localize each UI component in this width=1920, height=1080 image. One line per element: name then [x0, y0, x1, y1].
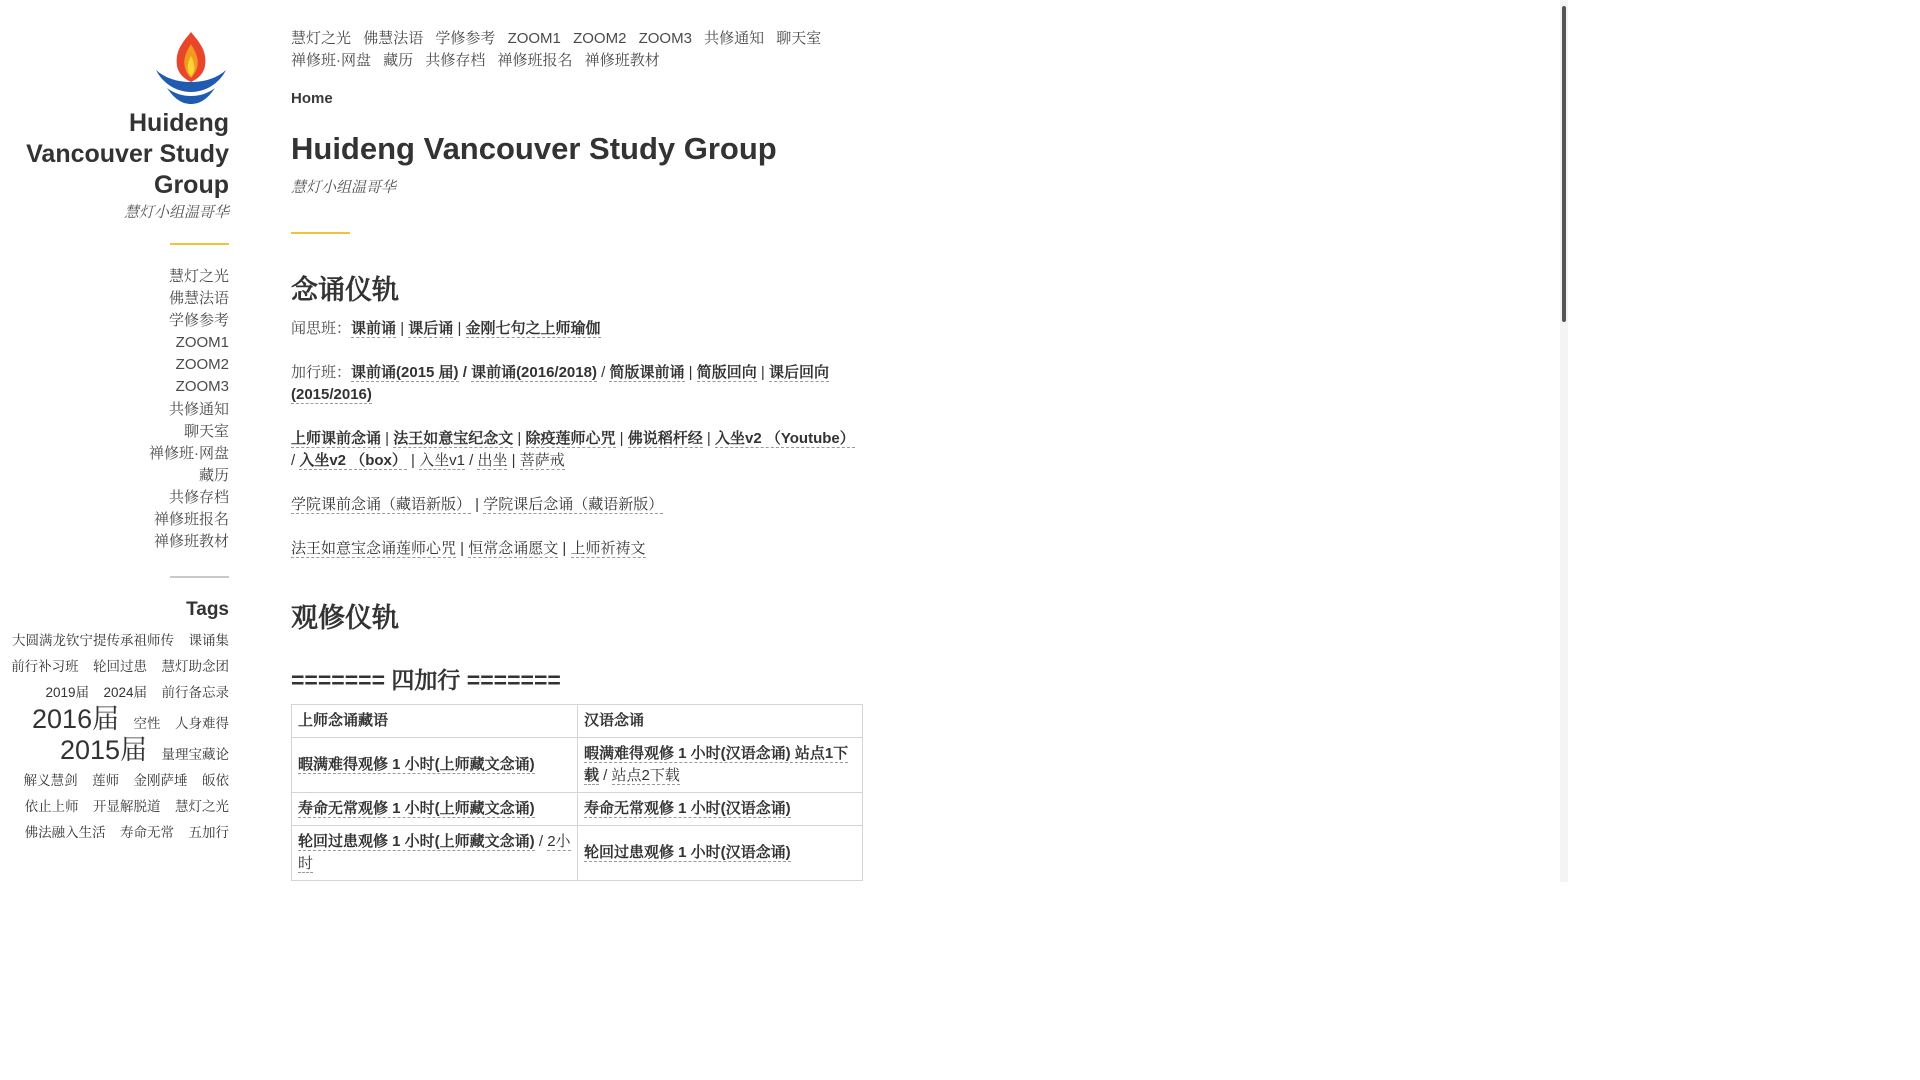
link-ruzuo-v2-youtube[interactable]: 入坐v2 （Youtube）	[715, 430, 855, 447]
table-header-row	[292, 705, 863, 738]
meditation-audio-table	[291, 704, 863, 881]
paragraph-prayers: 法王如意宝念诵莲师心咒 | 恒常念诵愿文 | 上师祈祷文	[291, 540, 646, 557]
sidebar-nav	[149, 266, 229, 553]
top-nav-item-chanxiuban-jiaocai[interactable]: 禅修班教材	[584, 52, 660, 70]
tag-link[interactable]: 慧灯助念团	[161, 659, 229, 674]
tag-link[interactable]: 人身难得	[175, 716, 229, 731]
breadcrumb-home[interactable]: Home	[291, 90, 333, 107]
sidebar-item-chanxiuban-wangpan[interactable]: 禅修班·网盘	[149, 444, 229, 462]
label-wensiban: 闻思班：	[291, 320, 352, 337]
tag-link[interactable]: 大圆满龙钦宁提传承祖师传	[12, 633, 175, 648]
link-lunhui-chinese[interactable]: 轮回过患观修 1 小时(汉语念诵)	[584, 844, 791, 861]
link-shouming-tibetan[interactable]: 寿命无常观修 1 小时(上师藏文念诵)	[298, 800, 535, 817]
accent-divider	[170, 243, 229, 245]
site-logo-lamp-icon[interactable]	[153, 30, 229, 106]
paragraph-xueyuan: 学院课前念诵（藏语新版） | 学院课后念诵（藏语新版）	[291, 496, 664, 513]
sidebar-item-huideng-zhiguang[interactable]: 慧灯之光	[168, 268, 229, 285]
top-nav-item-zangli[interactable]: 藏历	[383, 52, 414, 70]
tag-cloud	[0, 628, 229, 846]
link-ruzuo-v1[interactable]: 入坐v1	[419, 452, 465, 469]
sidebar-item-zoom1[interactable]: ZOOM1	[175, 334, 229, 352]
top-nav-item-chanxiuban-wangpan[interactable]: 禅修班·网盘	[291, 52, 371, 70]
table-cell	[292, 738, 578, 793]
table-row	[292, 738, 863, 793]
link-chuzuo[interactable]: 出坐	[477, 452, 508, 469]
page-subtitle: 慧灯小组温哥华	[291, 179, 397, 196]
page-title: Huideng Vancouver Study Group	[291, 131, 777, 166]
sidebar-divider	[170, 576, 229, 578]
table-cell	[578, 826, 863, 881]
top-nav-row-2	[291, 50, 891, 72]
paragraph-wensiban: 闻思班：课前诵 | 课后诵 | 金刚七句之上师瑜伽	[291, 320, 601, 337]
table-header-chinese: 汉语念诵	[578, 705, 863, 738]
tag-link[interactable]: 金刚萨埵	[133, 773, 188, 788]
link-kehousong[interactable]: 课后诵	[408, 320, 454, 337]
link-xiaman-chinese[interactable]: 暇满难得观修 1 小时(汉语念诵) 站点1下载	[584, 745, 849, 784]
link-hengchang-yuanwen[interactable]: 恒常念诵愿文	[468, 540, 559, 557]
link-chuyi-lianshi-xinzhou[interactable]: 除疫莲师心咒	[525, 430, 616, 447]
top-nav-item-gongxiu-cundang[interactable]: 共修存档	[425, 52, 486, 70]
tag-link[interactable]: 慧灯之光	[175, 799, 229, 814]
link-xiaman-tibetan[interactable]: 暇满难得观修 1 小时(上师藏文念诵)	[298, 756, 535, 773]
separator: /	[534, 833, 548, 850]
tag-link[interactable]: 2015届	[59, 735, 148, 765]
tag-link[interactable]: 轮回过患	[93, 659, 148, 674]
top-nav-item-huideng-zhiguang[interactable]: 慧灯之光	[291, 30, 352, 47]
top-nav-row-1	[291, 28, 891, 50]
paragraph-chants-misc: 上师课前念诵 | 法王如意宝纪念文 | 除疫莲师心咒 | 佛说稻杆经 | 入坐v2 （Youtube） / 入坐v2 （box） | 入坐v1 / 出坐 | 菩萨戒	[291, 430, 855, 469]
top-nav-item-zoom3[interactable]: ZOOM3	[638, 30, 692, 47]
label-jiaxingban: 加行班：	[291, 364, 352, 381]
link-keqiansong-2016-2018[interactable]: 课前诵(2016/2018)	[471, 364, 597, 381]
link-jianban-keqiansong[interactable]: 简版课前诵	[609, 364, 685, 381]
site-subtitle: 慧灯小组温哥华	[123, 204, 229, 221]
tag-link[interactable]: 2019届	[45, 685, 90, 700]
link-shouming-chinese[interactable]: 寿命无常观修 1 小时(汉语念诵)	[584, 800, 791, 817]
tag-link[interactable]: 皈依	[202, 773, 229, 788]
sidebar-item-xuexiu-cankao[interactable]: 学修参考	[168, 312, 229, 330]
top-nav-item-zoom1[interactable]: ZOOM1	[507, 30, 561, 47]
table-cell	[578, 793, 863, 826]
top-nav	[291, 28, 891, 72]
paragraph-jiaxingban: 加行班：课前诵(2015 届) / 课前诵(2016/2018) / 简版课前诵 | 简版回向 | 课后回向(2015/2016)	[291, 364, 829, 403]
link-fawang-jinianwen[interactable]: 法王如意宝纪念文	[393, 430, 514, 447]
table-row	[292, 826, 863, 881]
link-pusajie[interactable]: 菩萨戒	[519, 452, 565, 469]
link-ruzuo-v2-box[interactable]: 入坐v2 （box）	[299, 452, 407, 469]
link-kegianqsong[interactable]: 课前诵	[351, 320, 397, 337]
tag-link[interactable]: 空性	[133, 716, 161, 731]
sidebar-item-zangli[interactable]: 藏历	[198, 466, 229, 484]
tag-link[interactable]: 寿命无常	[120, 825, 175, 840]
link-keqiansong-2015[interactable]: 课前诵(2015 届)	[351, 364, 459, 381]
top-nav-item-gongxiu-tongzhi[interactable]: 共修通知	[704, 30, 765, 47]
sidebar-item-gongxiu-tongzhi[interactable]: 共修通知	[168, 400, 229, 418]
subheading-four-preliminaries: ======= 四加行 =======	[291, 667, 561, 693]
tag-link[interactable]: 前行备忘录	[161, 685, 229, 700]
table-cell	[292, 793, 578, 826]
top-nav-item-zoom2[interactable]: ZOOM2	[573, 30, 627, 47]
sidebar-item-zoom3[interactable]: ZOOM3	[175, 378, 229, 396]
top-nav-item-xuexiu-cankao[interactable]: 学修参考	[435, 30, 496, 47]
tag-link[interactable]: 佛法融入生活	[24, 825, 106, 840]
link-shangshi-keqian-niansong[interactable]: 上师课前念诵	[291, 430, 382, 447]
table-header-tibetan: 上师念诵藏语	[292, 705, 578, 738]
link-xiaman-site2-download[interactable]: 站点2下载	[611, 767, 680, 784]
section-heading-ritual-chanting: 念诵仪轨	[291, 275, 399, 305]
sidebar-item-gongxiu-cundang[interactable]: 共修存档	[168, 488, 229, 506]
top-nav-item-chanxiuban-baoming[interactable]: 禅修班报名	[497, 52, 573, 70]
tag-link[interactable]: 五加行	[188, 825, 229, 840]
page-scrollbar[interactable]	[1560, 0, 1568, 882]
link-xueyuan-kehou-niansong[interactable]: 学院课后念诵（藏语新版）	[483, 496, 664, 513]
tag-link[interactable]: 莲师	[92, 773, 120, 788]
tag-link[interactable]: 依止上师	[24, 799, 79, 814]
tag-link[interactable]: 2016届	[32, 704, 120, 734]
tag-link[interactable]: 解义慧剑	[23, 773, 78, 788]
scrollbar-thumb[interactable]	[1562, 6, 1566, 322]
tag-link[interactable]: 2024届	[103, 685, 148, 700]
link-kehou-huixiang[interactable]: 课后回向(2015/2016)	[291, 364, 829, 403]
accent-divider	[291, 232, 350, 234]
tag-link[interactable]: 课诵集	[188, 633, 229, 648]
link-lunhui-tibetan[interactable]: 轮回过患观修 1 小时(上师藏文念诵)	[298, 833, 535, 850]
sidebar-item-fohui-fayu[interactable]: 佛慧法语	[168, 290, 229, 308]
link-xueyuan-keqian-niansong[interactable]: 学院课前念诵（藏语新版）	[291, 496, 472, 513]
tags-heading: Tags	[186, 599, 229, 620]
sidebar-item-chanxiuban-jiaocai[interactable]: 禅修班教材	[153, 533, 229, 551]
tag-link[interactable]: 开显解脱道	[93, 799, 161, 814]
top-nav-item-chat-room[interactable]: 聊天室	[776, 30, 822, 47]
sidebar-item-zoom2[interactable]: ZOOM2	[175, 356, 229, 374]
table-cell	[578, 738, 863, 793]
separator: /	[599, 767, 612, 784]
link-foshuo-daoganjing[interactable]: 佛说稻杆经	[627, 430, 703, 447]
link-jingang-qiju-shangshi-yujia[interactable]: 金刚七句之上师瑜伽	[465, 320, 601, 337]
link-lunhui-2hours[interactable]: 2小时	[298, 833, 571, 872]
tag-link[interactable]: 量理宝藏论	[161, 747, 229, 762]
tag-link[interactable]: 前行补习班	[11, 659, 79, 674]
top-nav-item-fohui-fayu[interactable]: 佛慧法语	[363, 30, 424, 47]
link-jianban-huixiang[interactable]: 简版回向	[696, 364, 757, 381]
sidebar-item-chat-room[interactable]: 聊天室	[183, 422, 229, 440]
section-heading-meditation-ritual: 观修仪轨	[291, 603, 399, 633]
link-shangshi-qidaowen[interactable]: 上师祈祷文	[570, 540, 646, 557]
link-fawang-lianshi-xinzhou[interactable]: 法王如意宝念诵莲师心咒	[291, 540, 457, 557]
site-title[interactable]: Huideng Vancouver Study Group	[26, 109, 229, 199]
sidebar-item-chanxiuban-baoming[interactable]: 禅修班报名	[153, 511, 229, 529]
table-cell	[292, 826, 578, 881]
table-row	[292, 793, 863, 826]
